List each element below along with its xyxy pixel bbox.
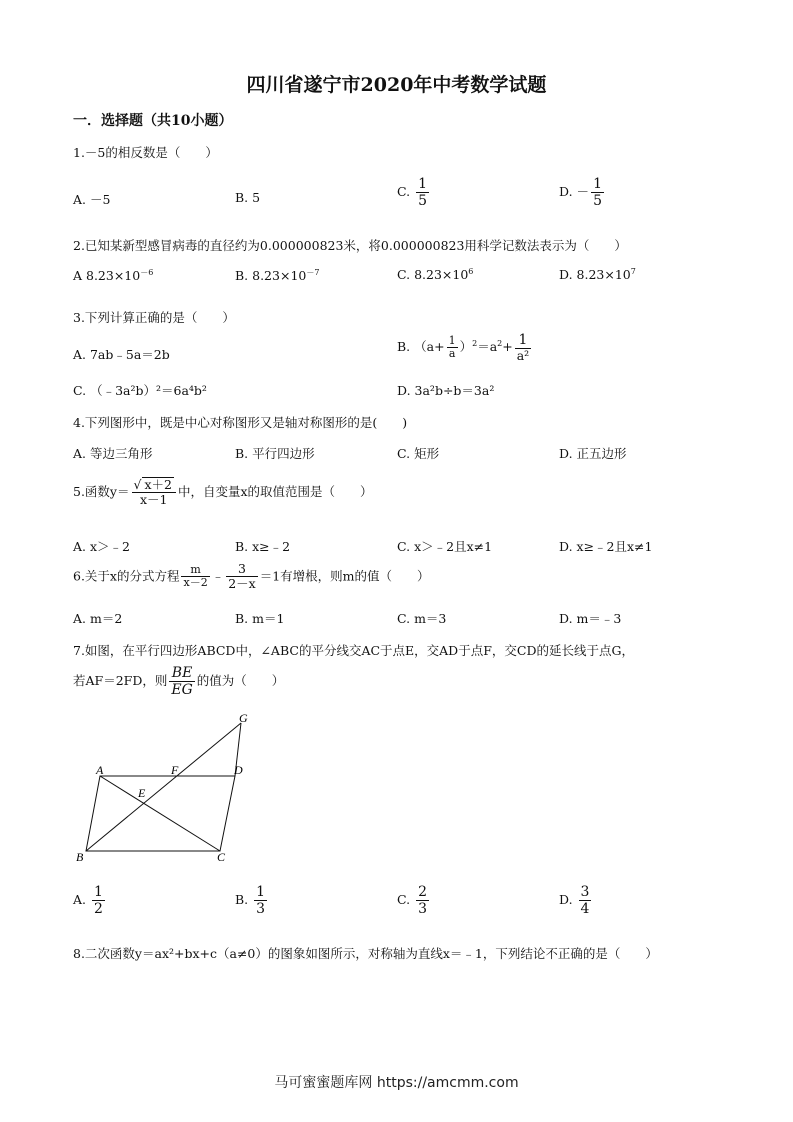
q2-option-d: D. $8.23\times 10^7$ bbox=[559, 267, 636, 283]
q3-option-c: C. （﹣3a²b）²＝6a⁴b² bbox=[73, 383, 207, 398]
fraction: $\frac{3}{4}$ bbox=[580, 884, 590, 918]
q1-option-b: B. 5 bbox=[235, 190, 261, 205]
q5-option-c: C. x＞﹣2且x≠1 bbox=[397, 539, 493, 554]
question-4-stem: 4.下列图形中，既是中心对称图形又是轴对称图形的是( ) bbox=[73, 415, 408, 430]
question-7-stem: 7.如图，在平行四边形ABCD中，∠ABC的平分线交AC于点E，交AD于点F，交CD的延长线于点G， bbox=[73, 643, 634, 658]
q2-option-c: C. $8.23\times 10^6$ bbox=[397, 267, 474, 283]
point-e-label: E bbox=[138, 786, 146, 800]
q5-option-a: A. x＞﹣2 bbox=[73, 539, 130, 554]
q4-option-a: A. 等边三角形 bbox=[73, 446, 153, 461]
q7-option-c: C. $\frac{2}{3}$ bbox=[397, 884, 427, 918]
question-3-stem: 3.下列计算正确的是（ ） bbox=[73, 310, 235, 325]
q7-option-a: A. $\frac{1}{2}$ bbox=[73, 884, 103, 918]
fraction: $\frac{1}{5}$ bbox=[418, 176, 427, 210]
bisector-bg bbox=[86, 723, 241, 851]
q6-option-a: A. m＝2 bbox=[73, 611, 123, 626]
fraction: $\frac{m}{x-2}$ bbox=[183, 562, 208, 590]
parallelogram-figure bbox=[70, 708, 270, 868]
diagonal-ac bbox=[100, 776, 220, 851]
question-5-stem: 5.函数y＝ $\frac{√ x+2}{x-1}$ 中，自变量x的取值范围是（ ） bbox=[73, 477, 373, 508]
question-6-stem: 6.关于x的分式方程 $\frac{m}{x-2}$ ﹣ $\frac{3}{2-x}$ ＝1有增根，则m的值（ ） bbox=[73, 561, 430, 592]
q4-option-c: C. 矩形 bbox=[397, 446, 440, 461]
point-c-label: C bbox=[217, 850, 226, 864]
section-heading: 一．选择题（共10小题） bbox=[73, 113, 233, 129]
q1-option-a: A. －5 bbox=[73, 192, 111, 207]
q1-option-c: C. $\frac{1}{5}$ bbox=[397, 176, 427, 210]
question-8-stem: 8.二次函数y＝ax²+bx+c（a≠0）的图象如图所示，对称轴为直线x＝﹣1，下列结论不正确的是（ ） bbox=[73, 946, 658, 961]
fraction: $\frac{2}{3}$ bbox=[418, 884, 427, 918]
q5-option-d: D. x≥﹣2且x≠1 bbox=[559, 539, 653, 554]
point-d-label: D bbox=[234, 763, 243, 777]
q2-option-a: A $8.23\times 10^{-6}$ bbox=[73, 268, 154, 284]
page-title: 四川省遂宁市2020年中考数学试题 bbox=[246, 74, 547, 96]
fraction: $\frac{BE}{EG}$ bbox=[171, 665, 193, 699]
fraction: $\frac{1}{3}$ bbox=[256, 884, 266, 918]
q6-option-c: C. m＝3 bbox=[397, 611, 447, 626]
point-f-label: F bbox=[171, 763, 179, 777]
question-1-stem: 1.－5的相反数是（ ） bbox=[73, 145, 218, 160]
q5-option-b: B. x≥﹣2 bbox=[235, 539, 291, 554]
q6-option-d: D. m＝﹣3 bbox=[559, 611, 622, 626]
q7-option-d: D. $\frac{3}{4}$ bbox=[559, 884, 590, 918]
fraction: $\frac{3}{2-x}$ bbox=[228, 561, 256, 592]
fraction: $\frac{1}{2}$ bbox=[94, 884, 103, 918]
q3-option-d: D. 3a²b÷b＝3a² bbox=[397, 383, 495, 398]
q2-option-b: B. $8.23\times 10^{-7}$ bbox=[235, 268, 320, 284]
q3-option-b: B. （a+ $\frac{1}{a}$ ）$^2=a^2+$ $\frac{1}{\text{a²}}$ bbox=[397, 332, 530, 364]
q4-option-d: D. 正五边形 bbox=[559, 446, 627, 461]
q3-option-a: A. 7ab﹣5a＝2b bbox=[73, 347, 170, 362]
question-7-stem-cont: 若AF＝2FD，则 $\frac{BE}{EG}$ 的值为（ ） bbox=[73, 665, 285, 699]
point-b-label: B bbox=[76, 850, 84, 864]
point-a-label: A bbox=[96, 763, 104, 777]
fraction: $\frac{1}{a}$ bbox=[448, 333, 456, 361]
question-2-stem: 2.已知某新型感冒病毒的直径约为0.000000823米，将0.000000823用科学记数法表示为（ ） bbox=[73, 238, 627, 253]
q6-option-b: B. m＝1 bbox=[235, 611, 285, 626]
fraction: $\frac{1}{\text{a²}}$ bbox=[516, 332, 530, 364]
footer-watermark: 马可蜜蜜题库网 https://amcmm.com bbox=[274, 1075, 519, 1091]
fraction: $\frac{√ x+2}{x-1}$ bbox=[132, 477, 176, 508]
point-g-label: G bbox=[239, 711, 248, 725]
q7-option-b: B. $\frac{1}{3}$ bbox=[235, 884, 266, 918]
q1-option-d: D. － $\frac{1}{5}$ bbox=[559, 176, 602, 210]
fraction: $\frac{1}{5}$ bbox=[593, 176, 602, 210]
q4-option-b: B. 平行四边形 bbox=[235, 446, 315, 461]
